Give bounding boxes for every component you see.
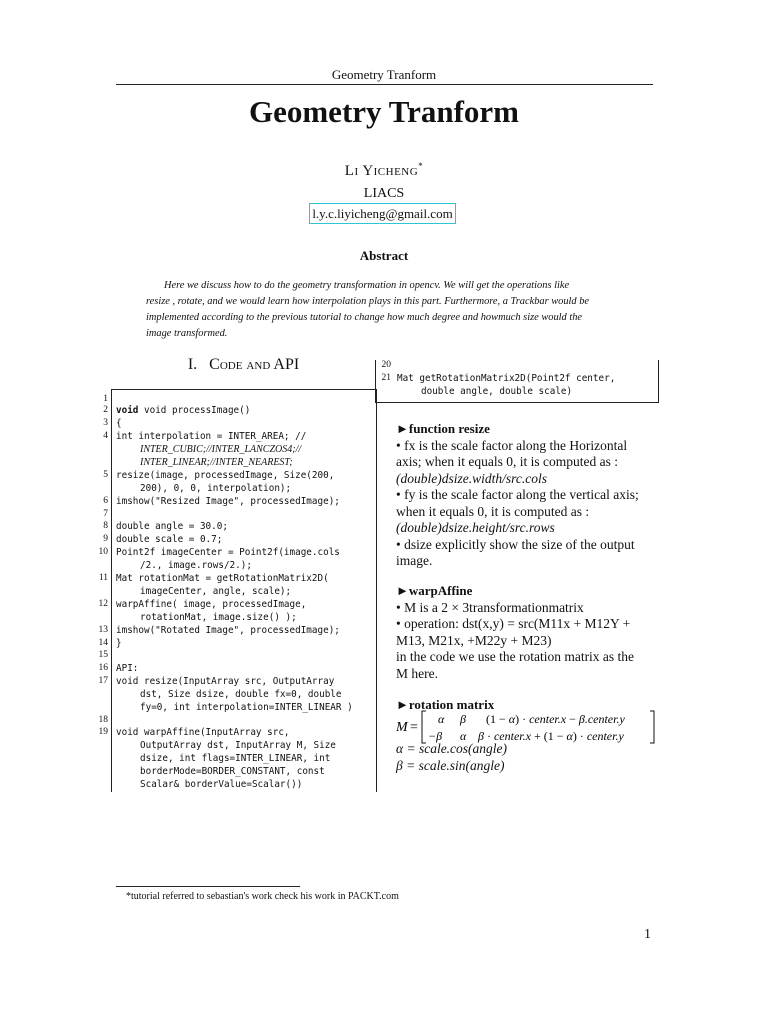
- section-number: I.: [187, 356, 198, 373]
- code-line: {: [116, 418, 122, 429]
- code-line: double angle, double scale): [421, 386, 573, 397]
- matrix-cell: β: [460, 712, 466, 726]
- line-number: 21: [381, 373, 391, 383]
- code-line: rotationMat, image.size() );: [140, 612, 297, 623]
- line-number: 8: [103, 521, 108, 531]
- fx-formula: (double)dsize.width/src.cols: [396, 470, 547, 486]
- abstract-line: image transformed.: [146, 328, 228, 339]
- operation-line: • operation: dst(x,y) = src(M11x + M12Y +: [396, 616, 631, 631]
- line-number: 18: [98, 715, 108, 725]
- left-bracket: [422, 711, 426, 743]
- code-line: double scale = 0.7;: [116, 534, 223, 545]
- dsize-line: image.: [396, 553, 433, 568]
- fx-line: axis; when it equals 0, it is computed as :: [396, 454, 618, 469]
- line-number: 13: [98, 625, 108, 635]
- warpaffine-heading: ►warpAffine: [396, 583, 473, 598]
- code-line: borderMode=BORDER_CONSTANT, const: [140, 766, 325, 777]
- line-number: 15: [98, 650, 108, 660]
- code-line: Scalar& borderValue=Scalar()): [140, 779, 303, 790]
- line-number: 12: [98, 599, 108, 609]
- matrix-cell: (1 − α) · center.x − β.center.y: [486, 712, 625, 726]
- code-line: Mat getRotationMatrix2D(Point2f center,: [397, 373, 616, 384]
- abstract-line: Here we discuss how to do the geometry transformation in opencv. We will get the operations like: [164, 280, 570, 291]
- code-line: Point2f imageCenter = Point2f(image.cols: [116, 547, 340, 558]
- line-number: 19: [98, 727, 108, 737]
- paper-title: Geometry Tranform: [248, 94, 519, 129]
- resize-description: [396, 421, 656, 570]
- line-number: 6: [103, 496, 108, 506]
- line-number: 14: [98, 638, 108, 648]
- footnote: *tutorial referred to sebastian's work check his work in PACKT.com: [126, 891, 399, 902]
- resize-heading: ►function resize: [396, 421, 490, 436]
- warpaffine-description: [396, 583, 656, 682]
- email-link[interactable]: l.y.c.liyicheng@gmail.com: [309, 203, 456, 224]
- footnote-rule: [116, 886, 300, 887]
- line-number: 20: [381, 360, 391, 370]
- beta-formula: β = scale.sin(angle): [396, 757, 505, 773]
- code-line: API:: [116, 663, 139, 674]
- matrix-cell: α: [438, 712, 445, 726]
- abstract-heading: Abstract: [359, 248, 409, 263]
- code-line: [116, 404, 250, 417]
- running-header: Geometry Tranform: [331, 67, 437, 82]
- code-line: double angle = 30.0;: [116, 521, 228, 532]
- header-rule: [116, 84, 653, 85]
- code-line: /2., image.rows/2.);: [140, 560, 252, 571]
- line-number: 7: [103, 509, 108, 519]
- matrix-equals: =: [410, 720, 418, 735]
- code-text: void processImage(): [144, 405, 251, 416]
- section-heading: [112, 356, 375, 374]
- code-line: }: [116, 638, 122, 649]
- operation-line: in the code we use the rotation matrix as the: [396, 649, 635, 664]
- code-line: imshow("Rotated Image", processedImage);: [116, 625, 340, 636]
- matrix-cell: −β: [428, 729, 443, 743]
- line-number: 3: [103, 418, 108, 428]
- author-name: Li Yicheng: [344, 163, 419, 179]
- fy-line: when it equals 0, it is computed as :: [396, 503, 590, 519]
- alpha-beta-definitions: [396, 741, 656, 774]
- operation-line: M here.: [396, 665, 438, 681]
- code-line: imshow("Resized Image", processedImage);: [116, 496, 340, 507]
- line-number: 11: [98, 573, 108, 583]
- code-line: dst, Size dsize, double fx=0, double: [140, 689, 342, 700]
- dsize-line: • dsize explicitly show the size of the output: [396, 536, 635, 552]
- m-line: • M is a 2 × 3transformationmatrix: [396, 599, 584, 615]
- code-line: imageCenter, angle, scale);: [140, 586, 292, 597]
- code-line: 200), 0, 0, interpolation);: [140, 483, 292, 494]
- line-number: 5: [103, 470, 108, 480]
- line-number: 9: [103, 534, 108, 544]
- code-line: OutputArray dst, InputArray M, Size: [140, 740, 336, 751]
- code-line: INTER_LINEAR;//INTER_NEAREST;: [140, 457, 293, 468]
- code-line: resize(image, processedImage, Size(200,: [116, 470, 335, 481]
- code-line: warpAffine( image, processedImage,: [116, 599, 307, 610]
- matrix-cell: α: [460, 729, 467, 743]
- code-line: void warpAffine(InputArray src,: [116, 727, 290, 738]
- author-block: [0, 161, 768, 180]
- abstract-text: [146, 278, 623, 342]
- rotation-heading-text: ►rotation matrix: [396, 697, 495, 712]
- line-number: 4: [103, 431, 108, 441]
- operation-line: M13, M21x, +M22y + M23): [396, 632, 552, 648]
- line-number: 2: [103, 405, 108, 415]
- section-title: Code and API: [209, 356, 300, 373]
- affiliation: LIACS: [363, 186, 405, 201]
- code-line: Mat rotationMat = getRotationMatrix2D(: [116, 573, 329, 584]
- line-number: 10: [98, 547, 108, 557]
- code-line: void resize(InputArray src, OutputArray: [116, 676, 335, 687]
- fy-formula: (double)dsize.height/src.rows: [396, 520, 555, 535]
- abstract-line: resize , rotate, and we would learn how interpolation plays in this part. Furthermore, a Trackbar would be: [146, 296, 590, 307]
- page-number: 1: [644, 927, 651, 942]
- fy-line: • fy is the scale factor along the vertical axis;: [396, 487, 639, 502]
- fx-line: • fx is the scale factor along the Horizontal: [396, 437, 628, 453]
- code-line: fy=0, int interpolation=INTER_LINEAR ): [140, 702, 353, 713]
- code-line: INTER_CUBIC;//INTER_LANCZOS4;//: [140, 444, 302, 455]
- matrix-cell: β · center.x + (1 − α) · center.y: [478, 729, 624, 743]
- line-number: 16: [98, 663, 108, 673]
- matrix-label: M: [396, 720, 408, 735]
- alpha-formula: α = scale.cos(angle): [396, 741, 508, 756]
- right-bracket: [650, 711, 654, 743]
- code-line: int interpolation = INTER_AREA; //: [116, 431, 307, 442]
- abstract-line: implemented according to the previous tutorial to change how much degree and howmuch size would the: [146, 312, 583, 323]
- code-keyword: void: [116, 405, 139, 416]
- code-line: dsize, int flags=INTER_LINEAR, int: [140, 753, 331, 764]
- author-footnote-mark: *: [418, 161, 424, 171]
- line-number: 1: [103, 394, 108, 404]
- line-number: 17: [98, 676, 108, 686]
